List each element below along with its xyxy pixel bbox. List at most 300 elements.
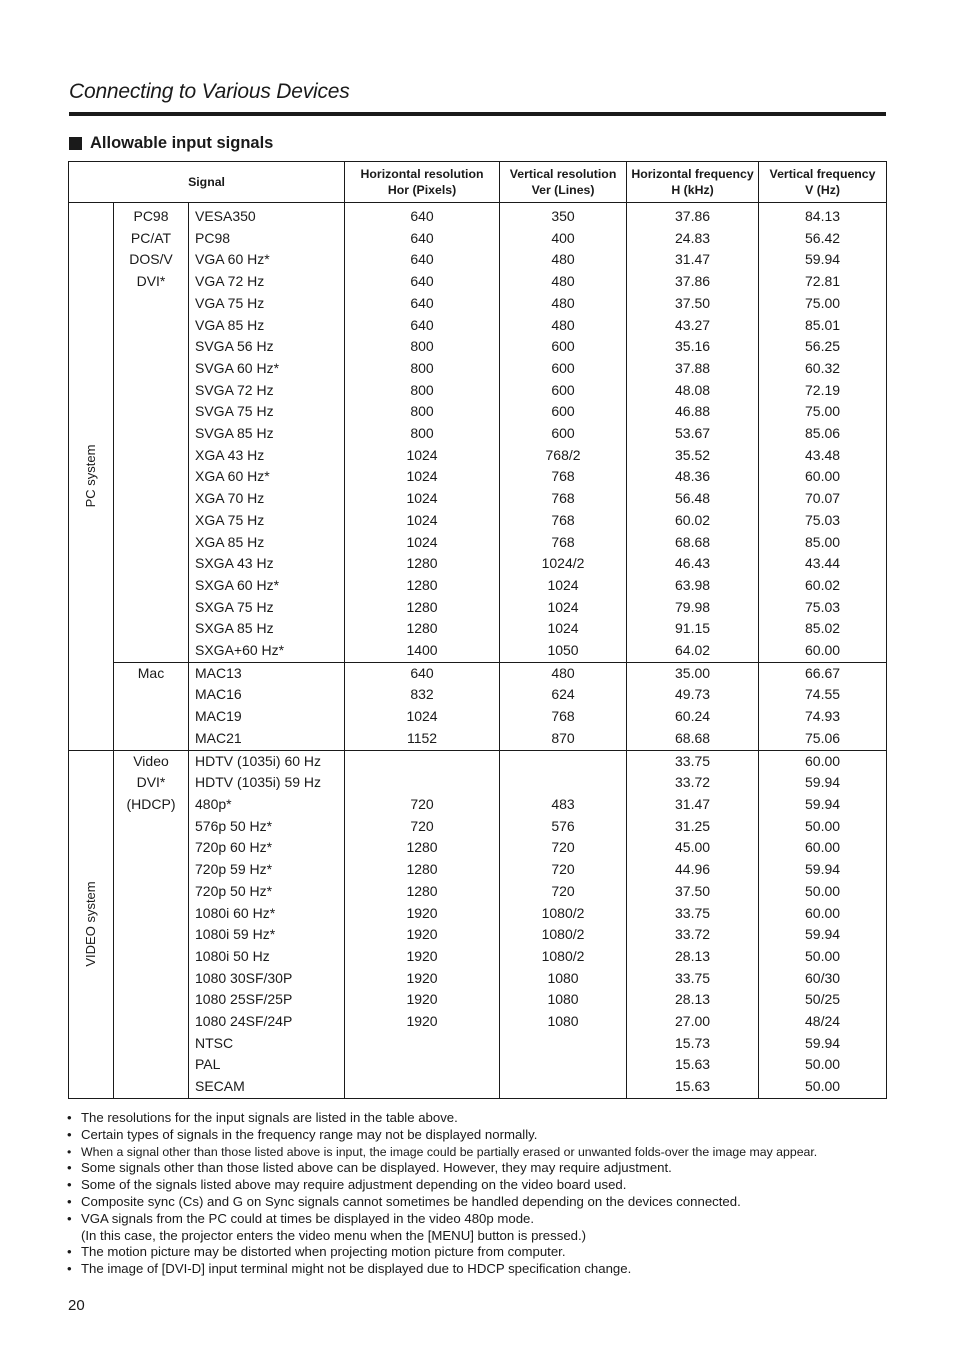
v-hz-cell: 59.94 [759, 794, 887, 816]
header-vertical-frequency [759, 162, 887, 203]
ver-lines-cell: 1024 [500, 618, 627, 640]
hor-pixels-cell: 1280 [345, 575, 500, 597]
bullet-icon: • [67, 1160, 72, 1176]
h-khz-cell: 15.63 [627, 1054, 759, 1076]
signal-name-cell: 720p 59 Hz* [189, 859, 345, 881]
table-row [69, 1011, 887, 1033]
system-cell [69, 203, 114, 751]
note-item [67, 1160, 897, 1177]
v-hz-cell: 43.48 [759, 445, 887, 467]
table-row [69, 423, 887, 445]
signal-name-cell: 1080 25SF/25P [189, 989, 345, 1011]
hor-pixels-cell: 1400 [345, 640, 500, 662]
ver-lines-cell: 1080 [500, 968, 627, 990]
note-text: The motion picture may be distorted when projecting motion picture from computer. [81, 1244, 566, 1260]
hor-pixels-cell: 1920 [345, 924, 500, 946]
hor-pixels-cell: 1280 [345, 618, 500, 640]
h-khz-cell: 56.48 [627, 488, 759, 510]
h-khz-cell: 44.96 [627, 859, 759, 881]
hor-pixels-cell: 1152 [345, 728, 500, 750]
table-row [69, 684, 887, 706]
table-row [69, 401, 887, 423]
ver-lines-cell: 480 [500, 271, 627, 293]
v-hz-cell: 70.07 [759, 488, 887, 510]
h-khz-cell: 37.86 [627, 203, 759, 228]
hor-pixels-cell: 1920 [345, 946, 500, 968]
ver-lines-cell [500, 1033, 627, 1055]
v-hz-cell: 72.81 [759, 271, 887, 293]
hor-pixels-cell: 800 [345, 423, 500, 445]
signal-name-cell: XGA 75 Hz [189, 510, 345, 532]
ver-lines-cell: 600 [500, 401, 627, 423]
h-khz-cell: 35.00 [627, 662, 759, 684]
table-row [69, 466, 887, 488]
note-text: The resolutions for the input signals are listed in the table above. [81, 1110, 458, 1125]
bullet-icon: • [67, 1126, 72, 1142]
table-row [69, 750, 887, 772]
table-row [69, 358, 887, 380]
v-hz-cell: 60.02 [759, 575, 887, 597]
hor-pixels-cell: 1024 [345, 488, 500, 510]
signal-name-cell: HDTV (1035i) 60 Hz [189, 750, 345, 772]
v-hz-cell: 50.00 [759, 1076, 887, 1098]
ver-lines-cell [500, 772, 627, 794]
signal-name-cell: NTSC [189, 1033, 345, 1055]
table-row [69, 228, 887, 250]
bullet-icon: • [67, 1110, 72, 1125]
input-signals-table [68, 161, 887, 1099]
h-khz-cell: 49.73 [627, 684, 759, 706]
signal-name-cell: XGA 43 Hz [189, 445, 345, 467]
signal-name-cell: 576p 50 Hz* [189, 816, 345, 838]
table-row [69, 380, 887, 402]
ver-lines-cell: 768 [500, 706, 627, 728]
note-item [67, 1194, 897, 1211]
header-hfreq-line2: H (kHz) [671, 183, 714, 197]
group-label: PC98 [133, 208, 169, 224]
table-row [69, 249, 887, 271]
page-heading: Connecting to Various Devices [69, 80, 350, 103]
ver-lines-cell: 720 [500, 881, 627, 903]
h-khz-cell: 60.02 [627, 510, 759, 532]
hor-pixels-cell: 832 [345, 684, 500, 706]
h-khz-cell: 60.24 [627, 706, 759, 728]
signal-name-cell: VGA 72 Hz [189, 271, 345, 293]
hor-pixels-cell: 1280 [345, 859, 500, 881]
table-row [69, 315, 887, 337]
v-hz-cell: 56.42 [759, 228, 887, 250]
ver-lines-cell: 350 [500, 203, 627, 228]
v-hz-cell: 59.94 [759, 859, 887, 881]
v-hz-cell: 48/24 [759, 1011, 887, 1033]
table-row [69, 618, 887, 640]
note-item [67, 1177, 897, 1194]
hor-pixels-cell: 1024 [345, 445, 500, 467]
group-label: (HDCP) [126, 795, 176, 812]
table-row [69, 510, 887, 532]
header-vres-line1: Vertical resolution [509, 167, 617, 181]
note-text: When a signal other than those listed above is input, the image could be partially erased or unwanted folds-over the image may appear. [81, 1144, 818, 1159]
h-khz-cell: 33.75 [627, 903, 759, 925]
signal-name-cell: XGA 60 Hz* [189, 466, 345, 488]
note-item [67, 1261, 897, 1278]
ver-lines-cell: 600 [500, 358, 627, 380]
ver-lines-cell [500, 750, 627, 772]
h-khz-cell: 45.00 [627, 837, 759, 859]
note-text: VGA signals from the PC could at times be displayed in the video 480p mode. [81, 1210, 535, 1226]
ver-lines-cell: 480 [500, 315, 627, 337]
table-row [69, 271, 887, 293]
table-row [69, 989, 887, 1011]
group-label: DOS/V [129, 251, 173, 268]
h-khz-cell: 63.98 [627, 575, 759, 597]
v-hz-cell: 60.32 [759, 358, 887, 380]
ver-lines-cell: 600 [500, 423, 627, 445]
table-body [69, 203, 887, 1099]
h-khz-cell: 33.72 [627, 924, 759, 946]
hor-pixels-cell: 800 [345, 358, 500, 380]
h-khz-cell: 46.43 [627, 553, 759, 575]
group-label: DVI* [136, 273, 166, 290]
ver-lines-cell: 600 [500, 336, 627, 358]
note-text: Some of the signals listed above may require adjustment depending on the video board used. [81, 1177, 627, 1193]
ver-lines-cell: 480 [500, 249, 627, 271]
signal-name-cell: XGA 70 Hz [189, 488, 345, 510]
ver-lines-cell: 576 [500, 816, 627, 838]
table-row [69, 488, 887, 510]
bullet-icon: • [67, 1244, 72, 1260]
h-khz-cell: 46.88 [627, 401, 759, 423]
note-text: The image of [DVI-D] input terminal might not be displayed due to HDCP specification change. [81, 1261, 632, 1277]
hor-pixels-cell [345, 1054, 500, 1076]
h-khz-cell: 37.86 [627, 271, 759, 293]
ver-lines-cell: 1080 [500, 989, 627, 1011]
v-hz-cell: 59.94 [759, 249, 887, 271]
section-title [69, 134, 273, 153]
signal-name-cell: MAC19 [189, 706, 345, 728]
hor-pixels-cell: 800 [345, 380, 500, 402]
v-hz-cell: 75.03 [759, 597, 887, 619]
h-khz-cell: 31.47 [627, 249, 759, 271]
table-row [69, 662, 887, 684]
h-khz-cell: 53.67 [627, 423, 759, 445]
h-khz-cell: 64.02 [627, 640, 759, 662]
v-hz-cell: 60.00 [759, 640, 887, 662]
v-hz-cell: 75.00 [759, 293, 887, 315]
signal-name-cell: 720p 60 Hz* [189, 837, 345, 859]
v-hz-cell: 84.13 [759, 203, 887, 228]
ver-lines-cell: 1050 [500, 640, 627, 662]
h-khz-cell: 15.63 [627, 1076, 759, 1098]
hor-pixels-cell: 640 [345, 271, 500, 293]
hor-pixels-cell: 800 [345, 336, 500, 358]
ver-lines-cell [500, 1076, 627, 1098]
hor-pixels-cell: 1920 [345, 1011, 500, 1033]
group-cell [114, 750, 189, 1098]
signal-name-cell: 1080i 50 Hz [189, 946, 345, 968]
h-khz-cell: 33.75 [627, 750, 759, 772]
h-khz-cell: 37.88 [627, 358, 759, 380]
hor-pixels-cell [345, 1076, 500, 1098]
table-row [69, 924, 887, 946]
v-hz-cell: 43.44 [759, 553, 887, 575]
table-row [69, 946, 887, 968]
ver-lines-cell: 1080/2 [500, 946, 627, 968]
v-hz-cell: 85.06 [759, 423, 887, 445]
note-item [67, 1244, 897, 1261]
signal-name-cell: XGA 85 Hz [189, 532, 345, 554]
table-row [69, 837, 887, 859]
bullet-icon: • [67, 1261, 72, 1277]
v-hz-cell: 74.55 [759, 684, 887, 706]
hor-pixels-cell: 1024 [345, 706, 500, 728]
heading-rule [69, 112, 886, 116]
h-khz-cell: 27.00 [627, 1011, 759, 1033]
ver-lines-cell: 768 [500, 532, 627, 554]
v-hz-cell: 60.00 [759, 750, 887, 772]
ver-lines-cell: 600 [500, 380, 627, 402]
table-row [69, 640, 887, 662]
group-label: DVI* [136, 774, 166, 791]
hor-pixels-cell: 1024 [345, 532, 500, 554]
ver-lines-cell: 1080/2 [500, 903, 627, 925]
ver-lines-cell: 870 [500, 728, 627, 750]
hor-pixels-cell: 1920 [345, 903, 500, 925]
v-hz-cell: 50.00 [759, 946, 887, 968]
hor-pixels-cell: 800 [345, 401, 500, 423]
v-hz-cell: 50.00 [759, 881, 887, 903]
h-khz-cell: 31.47 [627, 794, 759, 816]
ver-lines-cell: 1080/2 [500, 924, 627, 946]
table-row [69, 336, 887, 358]
hor-pixels-cell: 640 [345, 293, 500, 315]
ver-lines-cell: 768 [500, 510, 627, 532]
signal-name-cell: SXGA+60 Hz* [189, 640, 345, 662]
hor-pixels-cell [345, 772, 500, 794]
table-row [69, 532, 887, 554]
signal-name-cell: 1080 30SF/30P [189, 968, 345, 990]
header-vfreq-line2: V (Hz) [805, 183, 840, 197]
group-label: Video [133, 752, 169, 769]
table-row [69, 816, 887, 838]
h-khz-cell: 68.68 [627, 532, 759, 554]
note-text: Certain types of signals in the frequency range may not be displayed normally. [81, 1126, 538, 1142]
hor-pixels-cell: 640 [345, 228, 500, 250]
table-row [69, 575, 887, 597]
system-cell [69, 750, 114, 1098]
ver-lines-cell: 768/2 [500, 445, 627, 467]
signal-name-cell: SXGA 85 Hz [189, 618, 345, 640]
header-vertical-resolution [500, 162, 627, 203]
hor-pixels-cell: 1280 [345, 597, 500, 619]
hor-pixels-cell [345, 750, 500, 772]
v-hz-cell: 59.94 [759, 924, 887, 946]
signal-name-cell: 1080i 59 Hz* [189, 924, 345, 946]
ver-lines-cell [500, 1054, 627, 1076]
ver-lines-cell: 480 [500, 662, 627, 684]
v-hz-cell: 75.06 [759, 728, 887, 750]
group-label: PC/AT [130, 229, 172, 246]
ver-lines-cell: 720 [500, 859, 627, 881]
h-khz-cell: 33.75 [627, 968, 759, 990]
note-text: Composite sync (Cs) and G on Sync signals cannot sometimes be handled depending on the devices connected. [81, 1193, 741, 1209]
v-hz-cell: 75.00 [759, 401, 887, 423]
signal-name-cell: SXGA 60 Hz* [189, 575, 345, 597]
header-signal: Signal [69, 162, 345, 203]
signal-name-cell: VGA 75 Hz [189, 293, 345, 315]
table-row [69, 772, 887, 794]
header-hres-line1: Horizontal resolution [360, 167, 484, 181]
h-khz-cell: 68.68 [627, 728, 759, 750]
header-hres-line2: Hor (Pixels) [387, 183, 457, 197]
ver-lines-cell: 480 [500, 293, 627, 315]
v-hz-cell: 50.00 [759, 1054, 887, 1076]
h-khz-cell: 35.52 [627, 445, 759, 467]
v-hz-cell: 59.94 [759, 1033, 887, 1055]
group-label: Mac [137, 664, 165, 681]
signal-name-cell: PAL [189, 1054, 345, 1076]
h-khz-cell: 43.27 [627, 315, 759, 337]
signal-name-cell: MAC21 [189, 728, 345, 750]
signal-name-cell: VGA 85 Hz [189, 315, 345, 337]
signal-name-cell: SVGA 85 Hz [189, 423, 345, 445]
ver-lines-cell: 624 [500, 684, 627, 706]
note-item [67, 1211, 897, 1245]
v-hz-cell: 50.00 [759, 816, 887, 838]
hor-pixels-cell: 640 [345, 249, 500, 271]
bullet-icon: • [67, 1177, 72, 1193]
header-hfreq-line1: Horizontal frequency [631, 167, 754, 181]
table-row [69, 1054, 887, 1076]
v-hz-cell: 72.19 [759, 380, 887, 402]
bullet-icon: • [67, 1210, 72, 1226]
page-number: 20 [68, 1297, 85, 1314]
bullet-icon: • [67, 1193, 72, 1209]
signal-name-cell: PC98 [189, 228, 345, 250]
h-khz-cell: 35.16 [627, 336, 759, 358]
signal-name-cell: SECAM [189, 1076, 345, 1098]
h-khz-cell: 79.98 [627, 597, 759, 619]
header-horizontal-frequency [627, 162, 759, 203]
note-item [67, 1127, 897, 1144]
ver-lines-cell: 768 [500, 488, 627, 510]
table-row [69, 293, 887, 315]
note-text: Some signals other than those listed above can be displayed. However, they may require adjustment. [81, 1160, 672, 1176]
table-row [69, 968, 887, 990]
table-row [69, 203, 887, 228]
note-item [67, 1144, 897, 1161]
ver-lines-cell: 1024/2 [500, 553, 627, 575]
v-hz-cell: 85.00 [759, 532, 887, 554]
section-title-text: Allowable input signals [90, 134, 274, 152]
h-khz-cell: 91.15 [627, 618, 759, 640]
system-label: PC system [83, 444, 99, 508]
signal-name-cell: SXGA 75 Hz [189, 597, 345, 619]
system-label: VIDEO system [83, 881, 99, 967]
v-hz-cell: 66.67 [759, 662, 887, 684]
table-row [69, 1076, 887, 1098]
table-header-row [69, 162, 887, 203]
table-row [69, 728, 887, 750]
header-horizontal-resolution [345, 162, 500, 203]
ver-lines-cell: 768 [500, 466, 627, 488]
h-khz-cell: 15.73 [627, 1033, 759, 1055]
v-hz-cell: 60/30 [759, 968, 887, 990]
signal-name-cell: MAC13 [189, 662, 345, 684]
hor-pixels-cell: 1280 [345, 837, 500, 859]
h-khz-cell: 24.83 [627, 228, 759, 250]
signal-name-cell: 1080i 60 Hz* [189, 903, 345, 925]
note-item [67, 1110, 897, 1127]
table-row [69, 881, 887, 903]
signal-name-cell: VESA350 [189, 203, 345, 228]
signal-name-cell: 480p* [189, 794, 345, 816]
hor-pixels-cell: 720 [345, 794, 500, 816]
h-khz-cell: 48.08 [627, 380, 759, 402]
hor-pixels-cell: 1024 [345, 510, 500, 532]
h-khz-cell: 28.13 [627, 946, 759, 968]
ver-lines-cell: 400 [500, 228, 627, 250]
v-hz-cell: 59.94 [759, 772, 887, 794]
signal-name-cell: VGA 60 Hz* [189, 249, 345, 271]
v-hz-cell: 60.00 [759, 466, 887, 488]
signal-name-cell: MAC16 [189, 684, 345, 706]
hor-pixels-cell: 640 [345, 203, 500, 228]
header-vfreq-line1: Vertical frequency [769, 167, 876, 181]
signal-name-cell: 720p 50 Hz* [189, 881, 345, 903]
ver-lines-cell: 483 [500, 794, 627, 816]
signal-name-cell: SVGA 75 Hz [189, 401, 345, 423]
table-row [69, 1033, 887, 1055]
table-row [69, 553, 887, 575]
signal-name-cell: SVGA 72 Hz [189, 380, 345, 402]
bullet-icon: • [67, 1144, 72, 1159]
v-hz-cell: 74.93 [759, 706, 887, 728]
group-cell [114, 203, 189, 663]
hor-pixels-cell: 640 [345, 315, 500, 337]
table-row [69, 859, 887, 881]
hor-pixels-cell: 1280 [345, 881, 500, 903]
hor-pixels-cell: 640 [345, 662, 500, 684]
square-bullet-icon [69, 137, 82, 150]
h-khz-cell: 48.36 [627, 466, 759, 488]
v-hz-cell: 50/25 [759, 989, 887, 1011]
hor-pixels-cell: 1024 [345, 466, 500, 488]
ver-lines-cell: 1024 [500, 597, 627, 619]
v-hz-cell: 56.25 [759, 336, 887, 358]
table-row [69, 794, 887, 816]
hor-pixels-cell: 1920 [345, 989, 500, 1011]
hor-pixels-cell: 1280 [345, 553, 500, 575]
ver-lines-cell: 720 [500, 837, 627, 859]
signal-name-cell: HDTV (1035i) 59 Hz [189, 772, 345, 794]
note-continuation: (In this case, the projector enters the video menu when the [MENU] button is pressed.) [81, 1227, 587, 1243]
v-hz-cell: 60.00 [759, 837, 887, 859]
notes-list [67, 1110, 897, 1278]
signal-name-cell: SXGA 43 Hz [189, 553, 345, 575]
h-khz-cell: 33.72 [627, 772, 759, 794]
table-row [69, 445, 887, 467]
ver-lines-cell: 1024 [500, 575, 627, 597]
hor-pixels-cell: 1920 [345, 968, 500, 990]
v-hz-cell: 75.03 [759, 510, 887, 532]
table-row [69, 706, 887, 728]
h-khz-cell: 37.50 [627, 881, 759, 903]
ver-lines-cell: 1080 [500, 1011, 627, 1033]
v-hz-cell: 85.01 [759, 315, 887, 337]
h-khz-cell: 31.25 [627, 816, 759, 838]
table-row [69, 597, 887, 619]
